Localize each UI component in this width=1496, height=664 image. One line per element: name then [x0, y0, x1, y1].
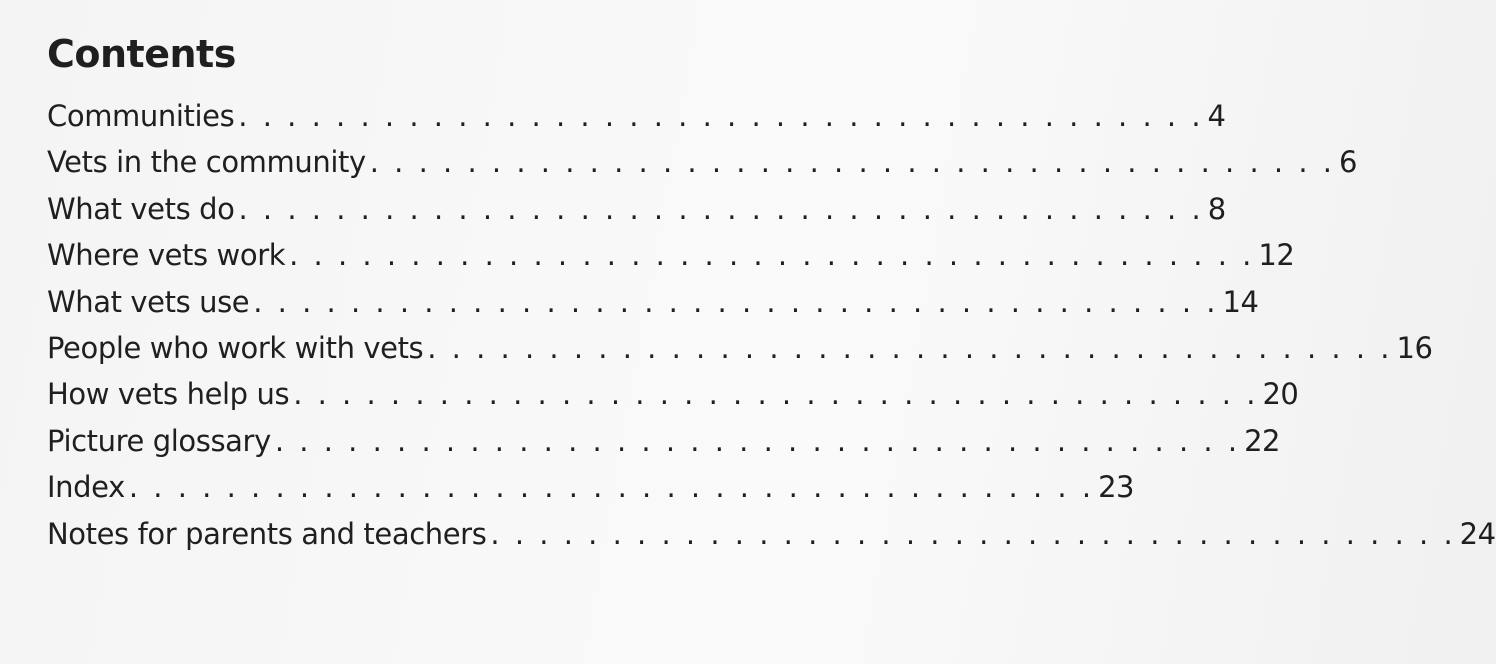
entry-page-number: 6	[1338, 145, 1357, 180]
dot-leader: . . . . . . . . . . . . . . . . . . . . . . . . . . . . . . . . . . . . . . . .	[238, 191, 1204, 226]
toc-entry	[47, 423, 1280, 470]
entry-title: What vets use	[47, 284, 250, 319]
dot-leader: . . . . . . . . . . . . . . . . . . . . . . . . . . . . . . . . . . . . . . . .	[274, 423, 1241, 458]
entry-page-number: 16	[1396, 330, 1433, 365]
entry-page-number: 23	[1098, 470, 1134, 505]
dot-leader: . . . . . . . . . . . . . . . . . . . . . . . . . . . . . . . . . . . . . . . .	[293, 377, 1259, 412]
toc-entry	[47, 191, 1226, 238]
entry-title: How vets help us	[47, 377, 290, 412]
entry-title: Index	[47, 470, 125, 505]
dot-leader: . . . . . . . . . . . . . . . . . . . . . . . . . . . . . . . . . . . . . . . .	[128, 470, 1095, 505]
dot-leader: . . . . . . . . . . . . . . . . . . . . . . . . . . . . . . . . . . . . . . . .	[427, 330, 1393, 365]
entry-page-number: 22	[1244, 423, 1280, 458]
entry-title: Where vets work	[47, 238, 286, 273]
entry-page-number: 20	[1262, 377, 1299, 412]
entry-title: What vets do	[47, 191, 235, 226]
toc-entry	[47, 470, 1134, 516]
toc-entry	[47, 145, 1357, 191]
page-title: Contents	[47, 32, 236, 76]
entry-page-number: 14	[1222, 284, 1259, 319]
entry-title: Communities	[47, 99, 235, 133]
toc-entry	[47, 238, 1295, 284]
entry-page-number: 4	[1207, 99, 1226, 133]
dot-leader: . . . . . . . . . . . . . . . . . . . . . . . . . . . . . . . . . . . . . . . .	[369, 145, 1335, 180]
entry-page-number: 8	[1207, 191, 1226, 226]
dot-leader: . . . . . . . . . . . . . . . . . . . . . . . . . . . . . . . . . . . . . . . .	[289, 238, 1255, 273]
table-of-contents	[47, 99, 1496, 563]
toc-entry	[47, 516, 1496, 563]
entry-title: Picture glossary	[47, 423, 271, 458]
entry-title: People who work with vets	[47, 330, 424, 365]
dot-leader: . . . . . . . . . . . . . . . . . . . . . . . . . . . . . . . . . . . . . . . .	[490, 516, 1456, 551]
entry-page-number: 24	[1459, 516, 1496, 551]
entry-page-number: 12	[1258, 238, 1295, 273]
entry-title: Notes for parents and teachers	[47, 516, 487, 551]
toc-entry	[47, 377, 1299, 423]
toc-entry	[47, 284, 1259, 331]
toc-entry	[47, 330, 1433, 377]
dot-leader: . . . . . . . . . . . . . . . . . . . . . . . . . . . . . . . . . . . . . . . .	[238, 99, 1204, 133]
entry-title: Vets in the community	[47, 145, 366, 180]
toc-entry	[47, 99, 1226, 145]
dot-leader: . . . . . . . . . . . . . . . . . . . . . . . . . . . . . . . . . . . . . . . .	[253, 284, 1219, 319]
